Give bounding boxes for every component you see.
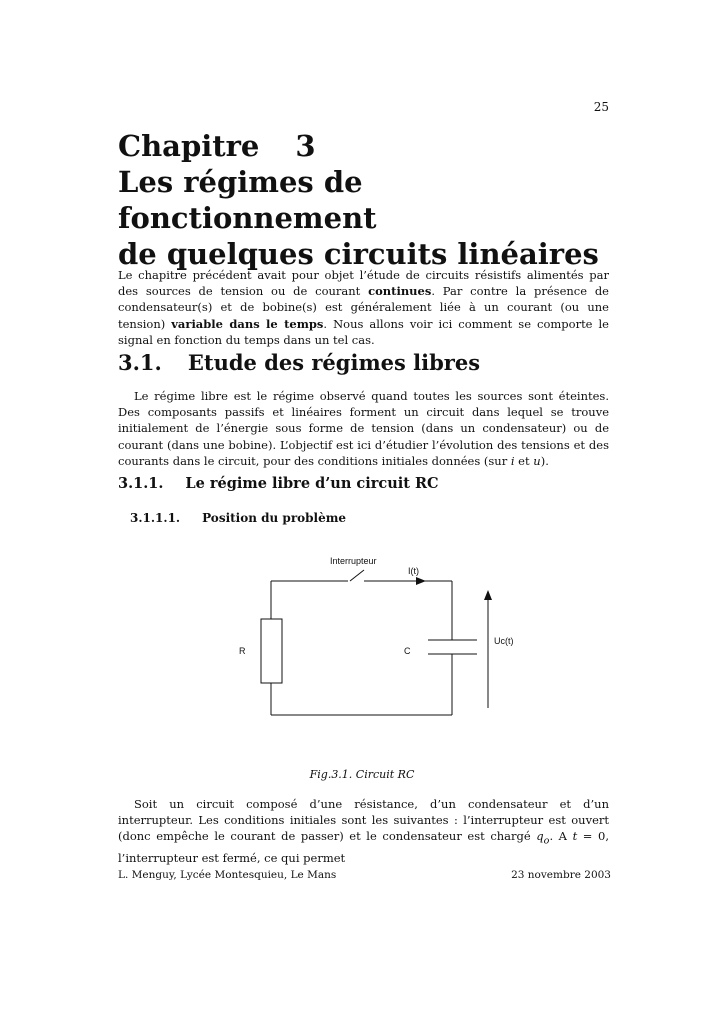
intro-paragraph bbox=[118, 267, 609, 348]
subsection-number: 3.1.1. bbox=[118, 475, 164, 492]
libre-paragraph bbox=[118, 388, 609, 469]
voltage-label: Uc(t) bbox=[494, 636, 514, 646]
body-paragraph bbox=[118, 796, 609, 866]
subsection-title: Le régime libre d’un circuit RC bbox=[185, 475, 439, 492]
section-title: Etude des régimes libres bbox=[187, 350, 481, 375]
intro-text: Le chapitre précédent avait pour objet l’étude de circuits résistifs alimentés par des sources de tension ou de courant bbox=[118, 268, 609, 299]
intro-text: . Nous allons voir ici comment se comporte le signal en fonction du temps dans un tel cas. bbox=[118, 316, 609, 347]
section-number: 3.1. bbox=[118, 350, 162, 375]
capacitor-label: C bbox=[404, 646, 411, 656]
intro-bold-variable: variable dans le temps bbox=[171, 316, 324, 331]
var-t: t bbox=[572, 829, 578, 844]
var-u: u bbox=[533, 453, 541, 468]
subsubsection-number: 3.1.1.1. bbox=[130, 511, 181, 525]
chapter-title-line2: de quelques circuits linéaires bbox=[118, 237, 599, 271]
page-number: 25 bbox=[593, 100, 609, 114]
resistor-label: R bbox=[239, 646, 246, 656]
chapter-number: 3 bbox=[295, 129, 316, 163]
subsubsection-heading bbox=[130, 511, 346, 525]
chapter-label: Chapitre bbox=[118, 129, 260, 163]
var-q: q bbox=[536, 829, 544, 844]
figure-caption: Fig.3.1. Circuit RC bbox=[309, 768, 415, 781]
intro-bold-continues: continues bbox=[368, 284, 432, 299]
rc-circuit-figure bbox=[220, 548, 520, 723]
body-text: Soit un circuit composé d’une résistance, d’un condensateur et d’un interrupteur. Les conditions initiales sont les suivantes : l’interrupteur est ouvert (donc empêche le courant de passer) et le condensateur est chargé bbox=[118, 797, 609, 844]
voltage-arrow-head bbox=[484, 590, 492, 600]
switch-label: Interrupteur bbox=[330, 556, 377, 566]
chapter-title-line1: Les régimes de fonctionnement bbox=[118, 165, 377, 235]
subsubsection-title: Position du problème bbox=[202, 511, 347, 525]
var-i: i bbox=[510, 453, 515, 468]
libre-text: ). bbox=[540, 453, 549, 468]
current-arrow-head bbox=[416, 577, 426, 585]
intro-text: . Par contre la présence de condensateur(s) et de bobine(s) est généralement liée à un courant (ou une tension) bbox=[118, 284, 609, 331]
libre-text: et bbox=[514, 453, 534, 468]
body-text: . A bbox=[549, 829, 573, 844]
subsection-heading bbox=[118, 475, 439, 492]
section-heading bbox=[118, 350, 480, 375]
var-q-subscript: o bbox=[543, 835, 550, 847]
footer-date: 23 novembre 2003 bbox=[511, 869, 611, 881]
libre-text: Le régime libre est le régime observé quand toutes les sources sont éteintes. Des composants passifs et linéaires forment un circuit dans lequel se trouve initialement de l’énergie sous forme de tension (dans un condensateur) ou de courant (dans une bobine). L’objectif est ici d’étudier l’évolution des tensions et des courants dans le circuit, pour des conditions initiales données (sur bbox=[118, 389, 609, 468]
resistor-symbol bbox=[261, 619, 282, 683]
footer-author: L. Menguy, Lycée Montesquieu, Le Mans bbox=[118, 869, 337, 881]
body-text: = 0, l’interrupteur est fermé, ce qui permet bbox=[118, 829, 609, 865]
switch-blade bbox=[350, 570, 364, 581]
current-label: I(t) bbox=[408, 566, 419, 576]
chapter-title bbox=[118, 128, 618, 272]
